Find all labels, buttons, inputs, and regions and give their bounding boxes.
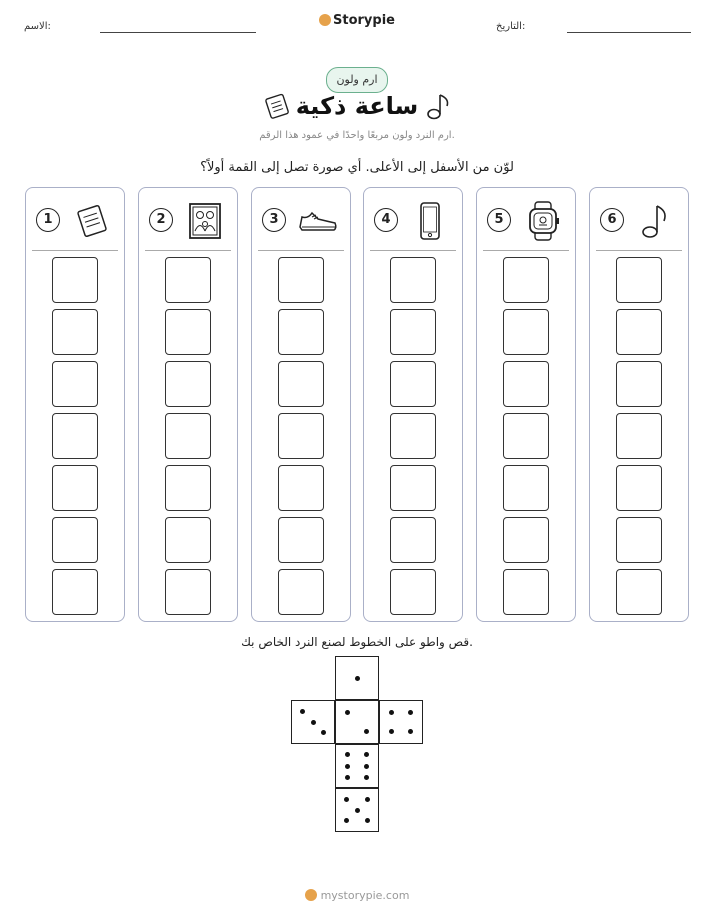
family-photo-icon (185, 201, 225, 241)
color-square[interactable] (390, 517, 436, 563)
name-label: الاسم: (24, 21, 51, 32)
color-square[interactable] (52, 413, 98, 459)
dice-pip (311, 720, 316, 725)
color-square[interactable] (52, 309, 98, 355)
color-square[interactable] (165, 361, 211, 407)
subtitle: ارم النرد ولون مربعًا واحدًا في عمود هذا الرقم. (259, 130, 455, 141)
color-square[interactable] (52, 517, 98, 563)
color-square[interactable] (616, 569, 662, 615)
smartphone-icon (410, 201, 450, 241)
column-number: 4 (374, 208, 398, 232)
dice-pip (345, 764, 350, 769)
dice-pip (389, 710, 394, 715)
dice-face-2 (335, 700, 379, 744)
color-square[interactable] (390, 257, 436, 303)
brand-name: Storypie (333, 13, 395, 28)
column-divider (596, 250, 682, 251)
dice-column-2 (138, 187, 238, 622)
name-field-line[interactable] (100, 32, 256, 33)
dice-pip (344, 797, 349, 802)
dice-pip (364, 764, 369, 769)
column-number: 2 (149, 208, 173, 232)
activity-badge: ارم ولون (326, 67, 388, 93)
column-number: 5 (487, 208, 511, 232)
column-divider (483, 250, 569, 251)
column-divider (145, 250, 231, 251)
cut-instruction: قص واطو على الخطوط لصنع النرد الخاص بك. (241, 635, 473, 649)
color-square[interactable] (390, 309, 436, 355)
smartwatch-icon (523, 201, 563, 241)
color-square[interactable] (278, 569, 324, 615)
column-number: 1 (36, 208, 60, 232)
dice-pip (408, 729, 413, 734)
dice-column-1 (25, 187, 125, 622)
sneaker-icon (298, 201, 338, 241)
color-square[interactable] (165, 413, 211, 459)
color-square[interactable] (390, 413, 436, 459)
dice-column-3 (251, 187, 351, 622)
dice-column-5 (476, 187, 576, 622)
column-divider (370, 250, 456, 251)
dice-pip (321, 730, 326, 735)
color-square[interactable] (278, 413, 324, 459)
color-square[interactable] (165, 517, 211, 563)
notebook-icon (72, 201, 112, 241)
color-square[interactable] (278, 361, 324, 407)
dice-pip (364, 775, 369, 780)
column-divider (258, 250, 344, 251)
color-square[interactable] (278, 257, 324, 303)
dice-pip (355, 808, 360, 813)
dice-face-6 (335, 744, 379, 788)
color-square[interactable] (503, 257, 549, 303)
column-divider (32, 250, 118, 251)
column-number: 3 (262, 208, 286, 232)
dice-pip (408, 710, 413, 715)
column-number: 6 (600, 208, 624, 232)
dice-pip (345, 752, 350, 757)
color-square[interactable] (52, 361, 98, 407)
color-square[interactable] (503, 465, 549, 511)
dice-pip (364, 752, 369, 757)
dice-pip (365, 818, 370, 823)
music-note-icon (425, 91, 453, 121)
color-square[interactable] (390, 361, 436, 407)
color-square[interactable] (52, 465, 98, 511)
dice-pip (300, 709, 305, 714)
dice-face-3 (291, 700, 335, 744)
dice-pip (389, 729, 394, 734)
color-square[interactable] (165, 309, 211, 355)
color-square[interactable] (165, 569, 211, 615)
dice-pip (345, 775, 350, 780)
footer (0, 889, 714, 902)
dice-pip (364, 729, 369, 734)
instruction-text: لوّن من الأسفل إلى الأعلى. أي صورة تصل إلى القمة أولاً؟ (200, 160, 514, 175)
dice-face-5 (335, 788, 379, 832)
brand-logo (0, 13, 714, 28)
music-note-icon (636, 201, 676, 241)
color-square[interactable] (278, 465, 324, 511)
color-square[interactable] (52, 569, 98, 615)
dice-pip (344, 818, 349, 823)
dice-column-6 (589, 187, 689, 622)
color-square[interactable] (52, 257, 98, 303)
color-square[interactable] (165, 465, 211, 511)
color-square[interactable] (503, 309, 549, 355)
color-square[interactable] (390, 465, 436, 511)
color-square[interactable] (616, 413, 662, 459)
bear-logo-icon (305, 889, 317, 901)
color-square[interactable] (616, 465, 662, 511)
date-label: التاريخ: (496, 21, 526, 32)
dice-column-4 (363, 187, 463, 622)
color-square[interactable] (165, 257, 211, 303)
dice-pip (345, 710, 350, 715)
color-square[interactable] (503, 569, 549, 615)
color-square[interactable] (503, 517, 549, 563)
color-square[interactable] (278, 517, 324, 563)
dice-face-1 (335, 656, 379, 700)
color-square[interactable] (616, 517, 662, 563)
page-title: ساعة ذكية (295, 92, 419, 120)
color-square[interactable] (616, 361, 662, 407)
footer-url: mystorypie.com (320, 889, 410, 902)
dice-pip (355, 676, 360, 681)
color-square[interactable] (278, 309, 324, 355)
color-square[interactable] (390, 569, 436, 615)
color-square[interactable] (503, 361, 549, 407)
date-field-line[interactable] (567, 32, 691, 33)
color-square[interactable] (503, 413, 549, 459)
dice-pip (365, 797, 370, 802)
dice-face-4 (379, 700, 423, 744)
bear-logo-icon (319, 14, 331, 26)
color-square[interactable] (616, 257, 662, 303)
color-square[interactable] (616, 309, 662, 355)
